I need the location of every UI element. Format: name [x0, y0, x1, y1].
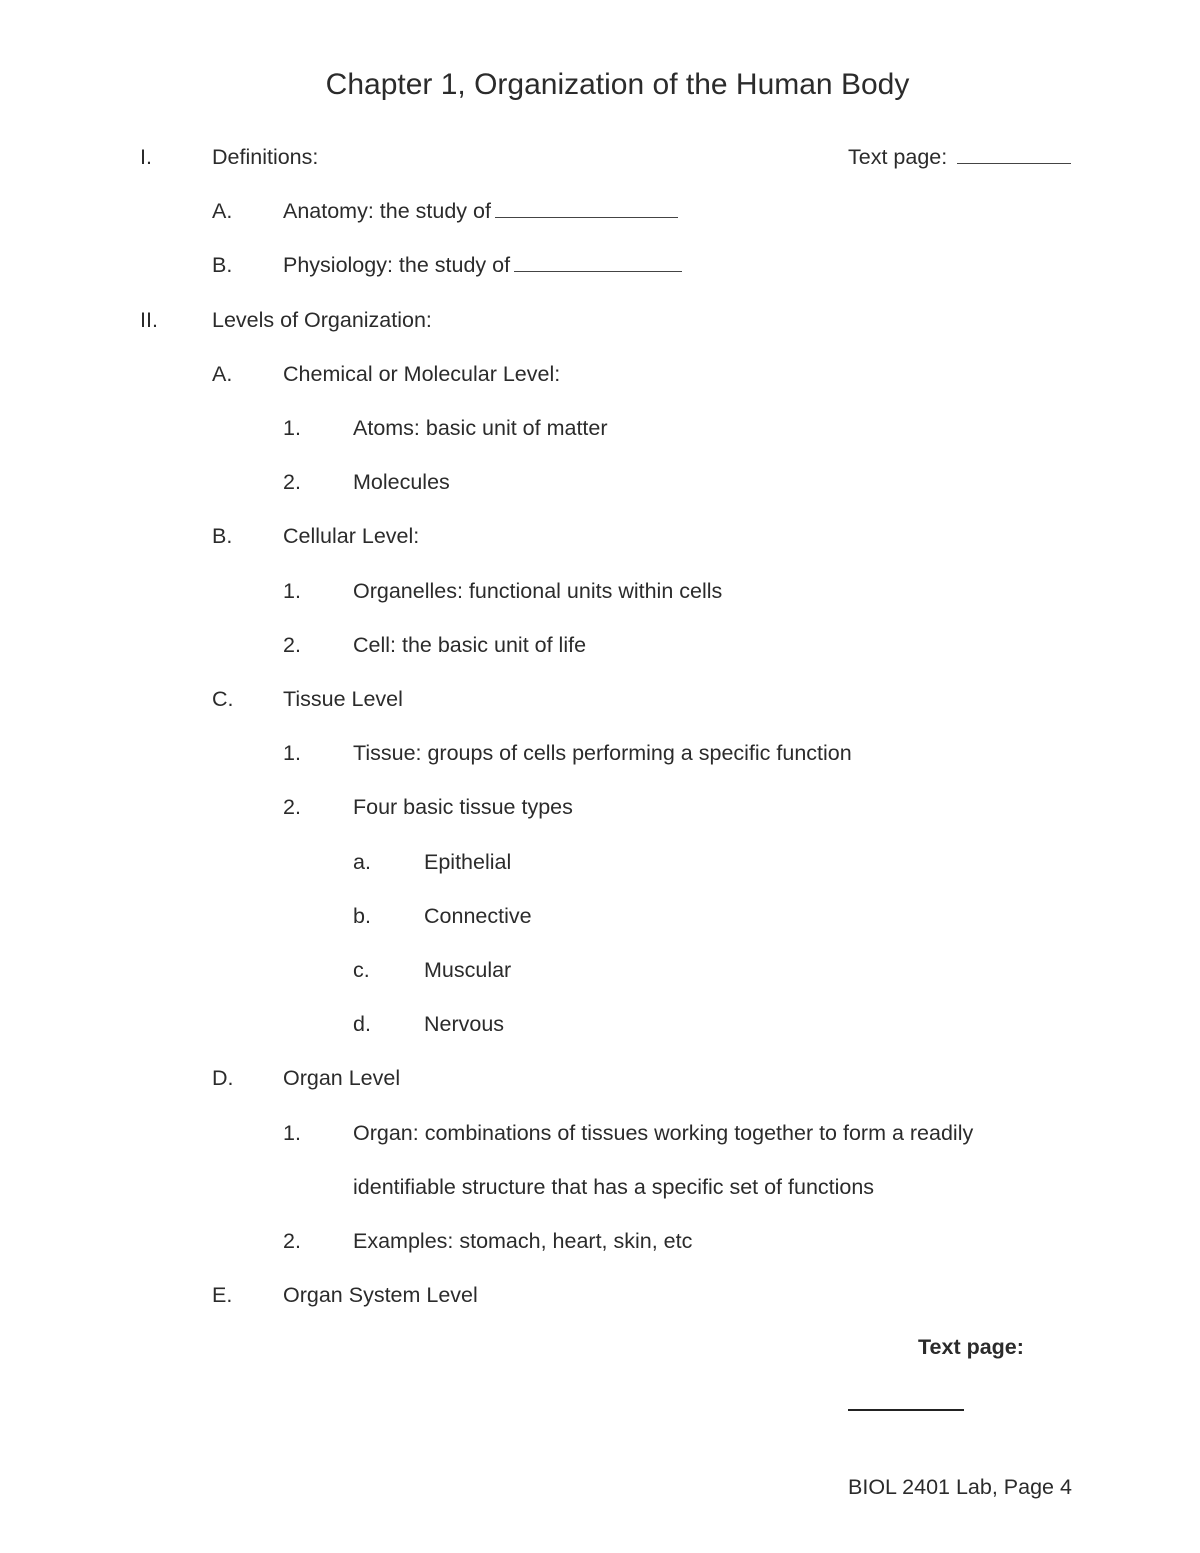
outline-text: [353, 413, 608, 443]
outline-text-content: Organ: combinations of tissues working together to form a readily: [353, 1121, 974, 1145]
outline-marker: A.: [212, 362, 233, 386]
outline-text-content: Epithelial: [424, 850, 512, 874]
outline-text: [212, 305, 432, 335]
outline-text: [283, 521, 419, 551]
outline-marker: B.: [212, 253, 233, 277]
outline-marker: 1.: [283, 741, 301, 765]
text-page-blank-bottom: [848, 1409, 964, 1411]
outline-text-content: Connective: [424, 904, 532, 928]
outline-text-content: Atoms: basic unit of matter: [353, 416, 608, 440]
outline-marker: d.: [353, 1012, 371, 1036]
outline-text: [353, 1226, 692, 1256]
outline-text: [212, 142, 318, 172]
fill-in-blank: [495, 199, 678, 218]
outline-marker: II.: [140, 308, 158, 332]
outline-marker: 1.: [283, 1121, 301, 1145]
outline-text-content: Chemical or Molecular Level:: [283, 362, 561, 386]
outline-text: [353, 1172, 874, 1202]
outline-text: [283, 359, 560, 389]
outline-text-content: Organelles: functional units within cells: [353, 579, 723, 603]
outline-text-content: Tissue Level: [283, 687, 403, 711]
outline-text-content: Levels of Organization:: [212, 308, 432, 332]
outline-text: [424, 901, 532, 931]
outline-marker: 2.: [283, 795, 301, 819]
outline-text-content: Cellular Level:: [283, 524, 420, 548]
outline-marker: B.: [212, 524, 233, 548]
outline-marker: 1.: [283, 579, 301, 603]
outline-text: [424, 847, 511, 877]
outline-text-content: Molecules: [353, 470, 450, 494]
outline-marker: c.: [353, 958, 370, 982]
outline-marker: C.: [212, 687, 234, 711]
outline-marker: 2.: [283, 470, 301, 494]
outline-text: [283, 196, 678, 226]
page-title: Chapter 1, Organization of the Human Body: [325, 68, 910, 101]
page-footer: BIOL 2401 Lab, Page 4: [848, 1475, 1072, 1499]
outline-text-content: Anatomy: the study of: [283, 199, 491, 223]
outline-text: [283, 250, 682, 280]
outline-text: [424, 955, 511, 985]
outline-text-content: Physiology: the study of: [283, 253, 511, 277]
outline-marker: 2.: [283, 633, 301, 657]
outline-text-content: Cell: the basic unit of life: [353, 633, 587, 657]
outline-text: [283, 1063, 400, 1093]
outline-text-content: Nervous: [424, 1012, 505, 1036]
outline-text: [353, 467, 450, 497]
outline-text: [353, 1118, 973, 1148]
text-page-field: [848, 142, 1071, 172]
text-page-blank: [957, 145, 1071, 164]
outline-marker: b.: [353, 904, 371, 928]
fill-in-blank: [514, 253, 682, 272]
outline-text: [353, 738, 852, 768]
outline-text-content: Four basic tissue types: [353, 795, 573, 819]
outline-text: [353, 630, 586, 660]
outline-marker: 2.: [283, 1229, 301, 1253]
outline-text-content: Muscular: [424, 958, 512, 982]
outline-text-content: Tissue: groups of cells performing a specific function: [353, 741, 852, 765]
outline-text-content: Definitions:: [212, 145, 319, 169]
outline-text-content: Organ Level: [283, 1066, 401, 1090]
outline-text: [283, 684, 403, 714]
outline-marker: D.: [212, 1066, 234, 1090]
outline-text: [424, 1009, 504, 1039]
outline-text-content: identifiable structure that has a specific set of functions: [353, 1175, 875, 1199]
outline-text-content: Examples: stomach, heart, skin, etc: [353, 1229, 693, 1253]
outline-text: [283, 1280, 478, 1310]
outline-text: [353, 792, 573, 822]
outline-marker: a.: [353, 850, 371, 874]
outline-marker: 1.: [283, 416, 301, 440]
outline-text: [353, 576, 722, 606]
outline-marker: I.: [140, 145, 152, 169]
outline-marker: E.: [212, 1283, 233, 1307]
outline-text-content: Organ System Level: [283, 1283, 478, 1307]
text-page-label: Text page:: [848, 145, 948, 169]
text-page-label-bottom: Text page:: [918, 1335, 1024, 1359]
outline-marker: A.: [212, 199, 233, 223]
